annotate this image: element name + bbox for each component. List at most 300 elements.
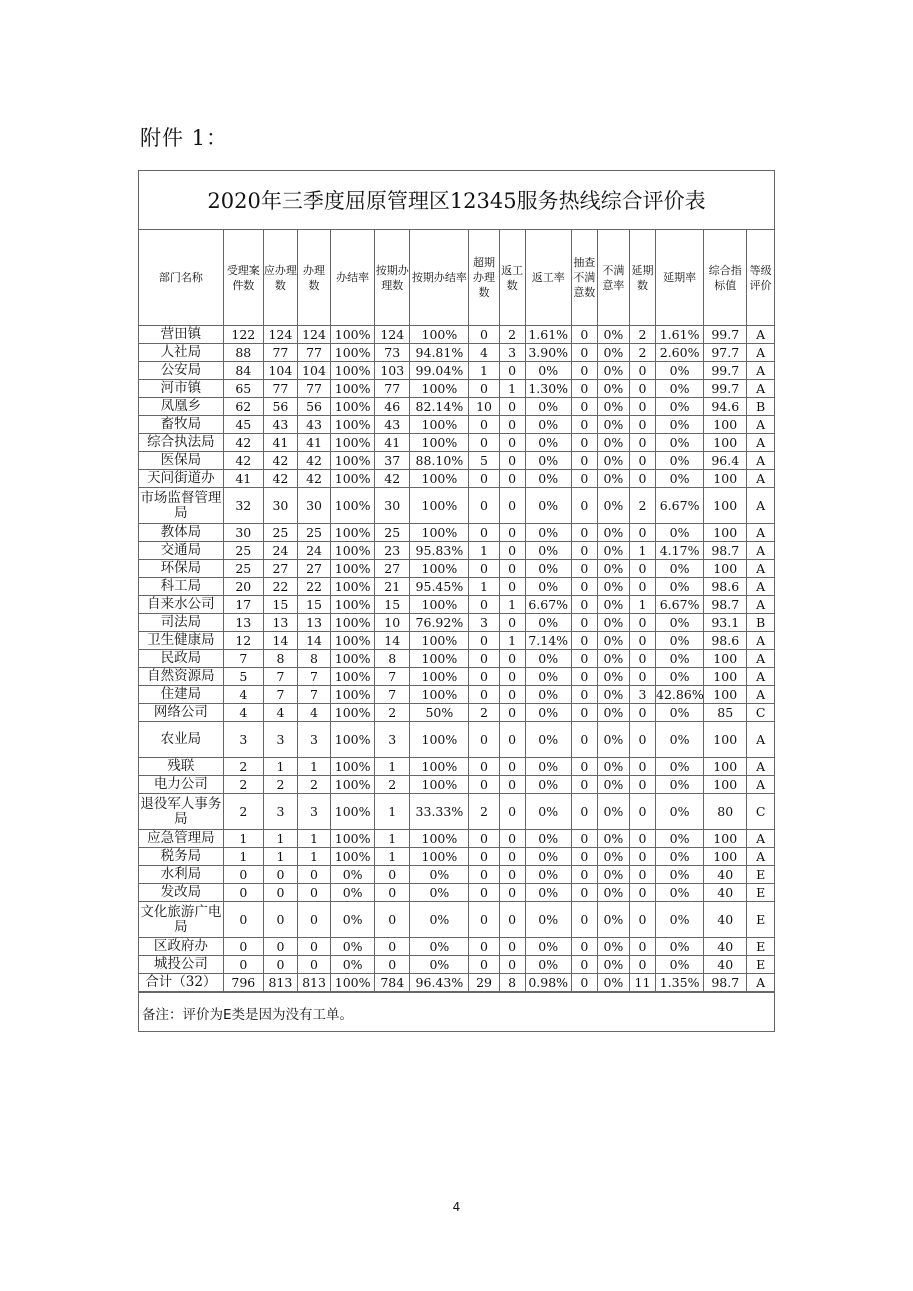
table-cell: 77: [375, 380, 410, 398]
table-cell: 0: [469, 776, 499, 794]
table-cell: 0: [499, 398, 525, 416]
table-cell: 0: [629, 956, 655, 974]
table-cell: 11: [629, 974, 655, 992]
table-cell: 0: [499, 758, 525, 776]
table-cell: 2: [629, 344, 655, 362]
table-cell: 0%: [597, 578, 629, 596]
table-cell: 0: [571, 776, 597, 794]
table-cell: 0: [499, 578, 525, 596]
table-cell: 96.43%: [410, 974, 469, 992]
table-cell: 4.17%: [656, 542, 704, 560]
table-cell: 100%: [331, 470, 375, 488]
table-cell: 784: [375, 974, 410, 992]
department-name-cell: 市场监督管理局: [139, 488, 223, 524]
table-row: [139, 794, 774, 830]
table-cell: A: [747, 416, 774, 434]
table-cell: 0: [629, 398, 655, 416]
table-cell: 95.45%: [410, 578, 469, 596]
table-cell: 0%: [597, 614, 629, 632]
table-cell: 100%: [410, 524, 469, 542]
table-cell: A: [747, 722, 774, 758]
table-cell: 2: [375, 776, 410, 794]
table-cell: 0: [571, 434, 597, 452]
table-cell: 0: [571, 596, 597, 614]
table-cell: 2: [223, 776, 263, 794]
table-row: [139, 902, 774, 938]
table-cell: 0: [629, 668, 655, 686]
table-cell: 40: [704, 884, 747, 902]
table-cell: 0%: [525, 704, 571, 722]
table-cell: 40: [704, 956, 747, 974]
table-cell: 3: [297, 722, 330, 758]
table-cell: A: [747, 650, 774, 668]
table-cell: 100%: [331, 344, 375, 362]
table-cell: 0: [571, 938, 597, 956]
table-cell: 0%: [656, 578, 704, 596]
table-cell: 23: [375, 542, 410, 560]
table-cell: 0: [629, 362, 655, 380]
table-cell: 6.67%: [656, 596, 704, 614]
table-cell: 0: [469, 938, 499, 956]
table-cell: 0: [571, 614, 597, 632]
table-cell: 0: [499, 884, 525, 902]
table-cell: 56: [297, 398, 330, 416]
table-cell: 100%: [331, 362, 375, 380]
table-cell: 0%: [597, 380, 629, 398]
table-cell: 0: [469, 956, 499, 974]
table-cell: A: [747, 470, 774, 488]
table-cell: 100%: [331, 452, 375, 470]
table-cell: 100%: [331, 326, 375, 344]
table-cell: 0%: [597, 632, 629, 650]
table-cell: 0: [469, 830, 499, 848]
table-cell: 0: [375, 938, 410, 956]
table-cell: 43: [263, 416, 297, 434]
table-cell: 813: [297, 974, 330, 992]
evaluation-table: [139, 230, 774, 992]
table-cell: 100%: [410, 722, 469, 758]
table-cell: A: [747, 344, 774, 362]
table-cell: 7: [263, 668, 297, 686]
table-cell: 0%: [525, 524, 571, 542]
table-row: [139, 686, 774, 704]
table-cell: 100%: [410, 326, 469, 344]
table-cell: 40: [704, 902, 747, 938]
table-cell: 0: [469, 650, 499, 668]
table-cell: 0%: [525, 452, 571, 470]
table-cell: 100%: [410, 758, 469, 776]
table-cell: 0: [469, 596, 499, 614]
table-cell: 100: [704, 848, 747, 866]
table-cell: 100%: [331, 632, 375, 650]
table-cell: 25: [223, 542, 263, 560]
department-name-cell: 天问街道办: [139, 470, 223, 488]
table-cell: 0%: [525, 794, 571, 830]
table-cell: 7: [375, 668, 410, 686]
table-row: [139, 668, 774, 686]
table-cell: 7: [223, 650, 263, 668]
table-cell: 0%: [525, 668, 571, 686]
table-cell: 0: [571, 830, 597, 848]
table-cell: 0: [571, 326, 597, 344]
table-cell: 0%: [656, 794, 704, 830]
table-cell: 98.6: [704, 632, 747, 650]
department-name-cell: 电力公司: [139, 776, 223, 794]
table-cell: 3: [223, 722, 263, 758]
table-cell: 0: [629, 614, 655, 632]
department-name-cell: 税务局: [139, 848, 223, 866]
table-row: [139, 470, 774, 488]
table-cell: 43: [297, 416, 330, 434]
table-cell: 42: [263, 470, 297, 488]
table-cell: 100%: [331, 416, 375, 434]
table-cell: 42: [297, 452, 330, 470]
table-cell: 98.7: [704, 974, 747, 992]
table-cell: 46: [375, 398, 410, 416]
table-cell: 100%: [331, 578, 375, 596]
table-cell: 0: [469, 866, 499, 884]
table-cell: A: [747, 362, 774, 380]
table-cell: 0%: [597, 686, 629, 704]
table-cell: 1.35%: [656, 974, 704, 992]
table-cell: 0%: [597, 776, 629, 794]
table-cell: 796: [223, 974, 263, 992]
table-cell: A: [747, 596, 774, 614]
department-name-cell: 文化旅游广电局: [139, 902, 223, 938]
table-cell: 0: [629, 794, 655, 830]
table-cell: 0: [571, 560, 597, 578]
table-cell: 0%: [331, 902, 375, 938]
table-cell: 1: [297, 758, 330, 776]
table-cell: 0: [629, 416, 655, 434]
table-cell: 100%: [331, 686, 375, 704]
table-cell: 25: [263, 524, 297, 542]
table-cell: 0: [629, 650, 655, 668]
table-cell: A: [747, 632, 774, 650]
table-cell: 100%: [331, 488, 375, 524]
table-cell: 0%: [410, 956, 469, 974]
table-cell: 0%: [525, 902, 571, 938]
table-cell: 41: [223, 470, 263, 488]
table-cell: 100: [704, 758, 747, 776]
table-cell: 0%: [525, 956, 571, 974]
table-cell: 42: [223, 434, 263, 452]
table-cell: 0: [629, 848, 655, 866]
table-row: [139, 542, 774, 560]
table-cell: 5: [469, 452, 499, 470]
table-cell: 15: [375, 596, 410, 614]
table-cell: 0%: [656, 902, 704, 938]
table-cell: 32: [223, 488, 263, 524]
table-cell: 14: [375, 632, 410, 650]
table-cell: 1: [223, 848, 263, 866]
table-cell: 0: [499, 956, 525, 974]
table-row: [139, 632, 774, 650]
table-cell: 0%: [656, 632, 704, 650]
table-cell: 0: [469, 380, 499, 398]
table-cell: 0%: [597, 362, 629, 380]
table-cell: B: [747, 398, 774, 416]
table-cell: 0: [571, 578, 597, 596]
table-body: [139, 326, 774, 992]
table-cell: 7.14%: [525, 632, 571, 650]
table-cell: 8: [297, 650, 330, 668]
table-cell: E: [747, 902, 774, 938]
table-cell: 0: [499, 452, 525, 470]
department-name-cell: 医保局: [139, 452, 223, 470]
table-cell: 100: [704, 434, 747, 452]
table-cell: 0: [571, 344, 597, 362]
table-cell: 25: [223, 560, 263, 578]
column-header: 办理数: [297, 230, 330, 326]
table-cell: 0%: [410, 938, 469, 956]
table-row: [139, 848, 774, 866]
table-cell: 0%: [525, 578, 571, 596]
table-cell: 0: [499, 614, 525, 632]
table-row: [139, 596, 774, 614]
table-cell: 3: [629, 686, 655, 704]
column-header: 等级评价: [747, 230, 774, 326]
table-cell: 65: [223, 380, 263, 398]
table-cell: 0: [571, 956, 597, 974]
table-cell: 0%: [597, 560, 629, 578]
table-cell: 30: [297, 488, 330, 524]
table-cell: A: [747, 434, 774, 452]
table-cell: 0: [469, 758, 499, 776]
table-cell: 56: [263, 398, 297, 416]
table-cell: 0: [469, 668, 499, 686]
table-row: [139, 326, 774, 344]
department-name-cell: 应急管理局: [139, 830, 223, 848]
table-cell: 8: [499, 974, 525, 992]
table-cell: 1: [263, 830, 297, 848]
department-name-cell: 环保局: [139, 560, 223, 578]
table-cell: 0%: [656, 758, 704, 776]
table-cell: 0: [571, 362, 597, 380]
table-cell: 0%: [331, 956, 375, 974]
table-cell: 85: [704, 704, 747, 722]
table-cell: 1: [297, 830, 330, 848]
table-cell: 62: [223, 398, 263, 416]
table-cell: 0: [571, 416, 597, 434]
table-cell: 100: [704, 776, 747, 794]
table-cell: 100%: [331, 596, 375, 614]
table-cell: 0: [571, 758, 597, 776]
table-cell: 0: [571, 902, 597, 938]
table-cell: 0%: [410, 866, 469, 884]
table-cell: A: [747, 542, 774, 560]
table-cell: 0: [469, 326, 499, 344]
table-cell: 42: [375, 470, 410, 488]
table-cell: 2: [263, 776, 297, 794]
table-cell: 0: [297, 956, 330, 974]
column-header: 抽查不满意数: [571, 230, 597, 326]
table-cell: 0: [499, 488, 525, 524]
table-cell: 10: [469, 398, 499, 416]
table-cell: 0%: [656, 614, 704, 632]
table-cell: 100%: [410, 632, 469, 650]
table-cell: 100%: [331, 830, 375, 848]
table-cell: 0%: [525, 758, 571, 776]
table-cell: 0%: [597, 326, 629, 344]
table-cell: 76.92%: [410, 614, 469, 632]
table-cell: 100: [704, 416, 747, 434]
table-cell: 10: [375, 614, 410, 632]
table-cell: 0: [629, 884, 655, 902]
department-name-cell: 农业局: [139, 722, 223, 758]
table-cell: 22: [263, 578, 297, 596]
table-cell: 4: [263, 704, 297, 722]
table-row: [139, 344, 774, 362]
table-cell: 0: [469, 434, 499, 452]
table-cell: A: [747, 668, 774, 686]
table-cell: 2: [297, 776, 330, 794]
table-cell: 0%: [656, 452, 704, 470]
department-name-cell: 综合执法局: [139, 434, 223, 452]
table-cell: 0: [297, 884, 330, 902]
table-row: [139, 452, 774, 470]
department-name-cell: 河市镇: [139, 380, 223, 398]
table-cell: 100%: [410, 830, 469, 848]
table-cell: 100%: [331, 794, 375, 830]
table-cell: 100%: [331, 974, 375, 992]
table-cell: 30: [223, 524, 263, 542]
table-cell: 124: [375, 326, 410, 344]
table-cell: 0%: [597, 434, 629, 452]
table-cell: 0: [571, 380, 597, 398]
table-cell: 0%: [656, 416, 704, 434]
department-name-cell: 住建局: [139, 686, 223, 704]
table-cell: 99.7: [704, 326, 747, 344]
table-cell: 15: [297, 596, 330, 614]
table-cell: 0: [499, 560, 525, 578]
evaluation-table-frame: [138, 170, 775, 1032]
table-cell: C: [747, 794, 774, 830]
table-cell: 1: [469, 362, 499, 380]
column-header: 返工数: [499, 230, 525, 326]
table-cell: 0: [571, 524, 597, 542]
table-cell: 0%: [597, 884, 629, 902]
table-cell: 77: [263, 344, 297, 362]
table-cell: 6.67%: [525, 596, 571, 614]
table-row: [139, 488, 774, 524]
table-cell: 100%: [331, 704, 375, 722]
table-cell: 0: [263, 902, 297, 938]
table-cell: 100%: [331, 668, 375, 686]
table-cell: 100%: [410, 470, 469, 488]
table-row: [139, 578, 774, 596]
table-cell: 0: [499, 866, 525, 884]
table-cell: 77: [263, 380, 297, 398]
table-cell: 77: [297, 344, 330, 362]
table-row: [139, 776, 774, 794]
table-cell: 0: [629, 578, 655, 596]
table-cell: 50%: [410, 704, 469, 722]
table-cell: 100%: [410, 776, 469, 794]
table-cell: 1: [375, 794, 410, 830]
table-cell: 0: [499, 794, 525, 830]
table-cell: 0: [263, 956, 297, 974]
table-cell: 7: [263, 686, 297, 704]
department-name-cell: 网络公司: [139, 704, 223, 722]
table-cell: 0: [629, 830, 655, 848]
table-row: [139, 524, 774, 542]
department-name-cell: 司法局: [139, 614, 223, 632]
table-cell: 2: [223, 758, 263, 776]
table-row: [139, 956, 774, 974]
table-cell: 1: [499, 380, 525, 398]
table-cell: 100: [704, 524, 747, 542]
table-cell: 100%: [331, 776, 375, 794]
table-cell: 4: [223, 704, 263, 722]
table-row: [139, 434, 774, 452]
table-cell: 17: [223, 596, 263, 614]
table-cell: 0%: [597, 956, 629, 974]
table-cell: 33.33%: [410, 794, 469, 830]
table-cell: 0: [571, 452, 597, 470]
table-cell: 0: [499, 776, 525, 794]
department-name-cell: 退役军人事务局: [139, 794, 223, 830]
table-cell: 100%: [331, 380, 375, 398]
table-cell: 100%: [410, 848, 469, 866]
table-cell: 100%: [331, 650, 375, 668]
table-cell: 0: [571, 470, 597, 488]
table-cell: C: [747, 704, 774, 722]
table-cell: A: [747, 686, 774, 704]
table-cell: 100: [704, 686, 747, 704]
table-cell: 0%: [597, 452, 629, 470]
table-cell: 100%: [410, 596, 469, 614]
table-cell: 14: [297, 632, 330, 650]
table-cell: 0: [499, 668, 525, 686]
table-cell: 0: [469, 884, 499, 902]
table-cell: 0%: [597, 668, 629, 686]
table-cell: 0%: [597, 938, 629, 956]
table-cell: 0: [263, 938, 297, 956]
table-cell: 1: [223, 830, 263, 848]
column-header: 超期办理数: [469, 230, 499, 326]
table-cell: 100%: [331, 614, 375, 632]
table-cell: 8: [375, 650, 410, 668]
table-cell: 42: [223, 452, 263, 470]
table-cell: 96.4: [704, 452, 747, 470]
table-cell: 2.60%: [656, 344, 704, 362]
table-cell: 24: [263, 542, 297, 560]
table-title: 2020年三季度屈原管理区12345服务热线综合评价表: [139, 171, 774, 230]
table-cell: 0%: [525, 488, 571, 524]
table-cell: 0: [629, 938, 655, 956]
table-cell: 0%: [597, 398, 629, 416]
department-name-cell: 公安局: [139, 362, 223, 380]
table-cell: 95.83%: [410, 542, 469, 560]
table-cell: 0%: [656, 722, 704, 758]
table-cell: 0%: [597, 524, 629, 542]
table-cell: 13: [223, 614, 263, 632]
department-name-cell: 自然资源局: [139, 668, 223, 686]
table-cell: 0: [571, 794, 597, 830]
table-cell: 0%: [525, 434, 571, 452]
table-cell: 1: [263, 758, 297, 776]
table-cell: 0: [629, 560, 655, 578]
column-header: 返工率: [525, 230, 571, 326]
table-cell: 29: [469, 974, 499, 992]
table-cell: 100: [704, 722, 747, 758]
table-cell: 82.14%: [410, 398, 469, 416]
table-cell: 0%: [597, 416, 629, 434]
table-cell: 43: [375, 416, 410, 434]
table-cell: 0: [629, 758, 655, 776]
table-row: [139, 416, 774, 434]
